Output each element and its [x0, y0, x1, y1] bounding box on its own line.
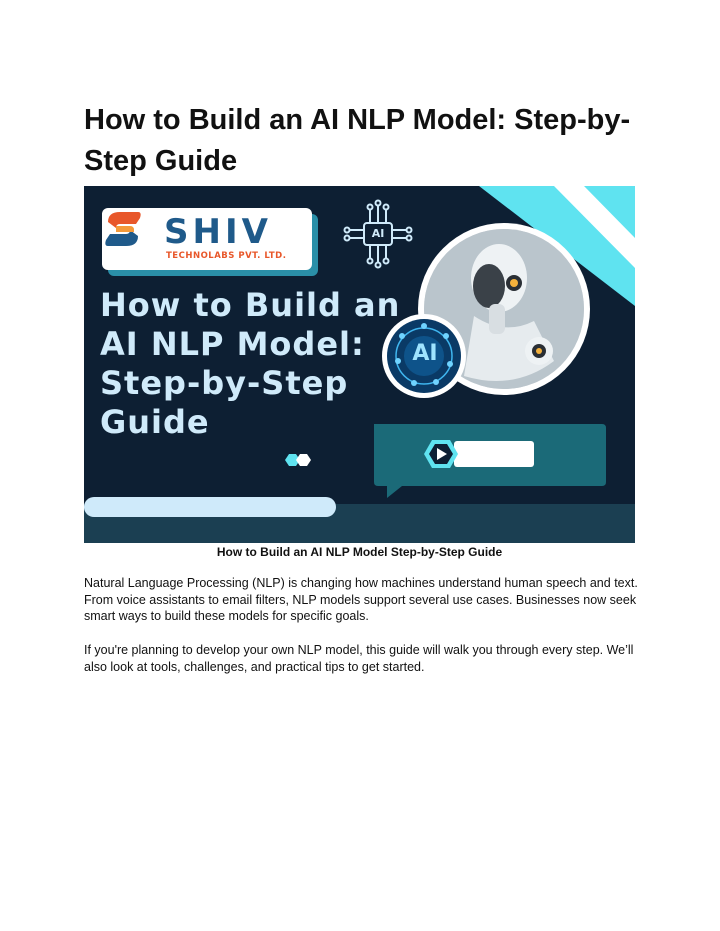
page-title: How to Build an AI NLP Model: Step-by-Step Guide — [84, 104, 631, 177]
image-caption: How to Build an AI NLP Model Step-by-Step Guide — [216, 545, 503, 559]
banner-heading: How to Build an AI NLP Model: Step-by-Step Guide — [100, 286, 401, 441]
intro-paragraph: Natural Language Processing (NLP) is changing how machines understand human speech and text. From voice assistants to email filters, NLP models support several use cases. Businesses now seek smart ways to build these models for specific goals. — [84, 576, 638, 623]
hero-banner-image — [84, 186, 635, 543]
ai-glow-label: AI — [412, 341, 438, 366]
bottom-pill — [84, 497, 336, 517]
logo-wordmark: SHIV — [164, 212, 272, 252]
ai-chip-label: AI — [371, 227, 385, 240]
speech-panel-field — [454, 441, 534, 467]
hex-dot-white — [296, 454, 311, 466]
guide-paragraph: If you're planning to develop your own NLP model, this guide will walk you through every step. We’ll also look at tools, challenges, and practical tips to get started. — [84, 643, 634, 674]
company-logo — [102, 208, 312, 270]
logo-mark-icon — [102, 208, 144, 250]
logo-subtitle: TECHNOLABS PVT. LTD. — [166, 251, 287, 261]
